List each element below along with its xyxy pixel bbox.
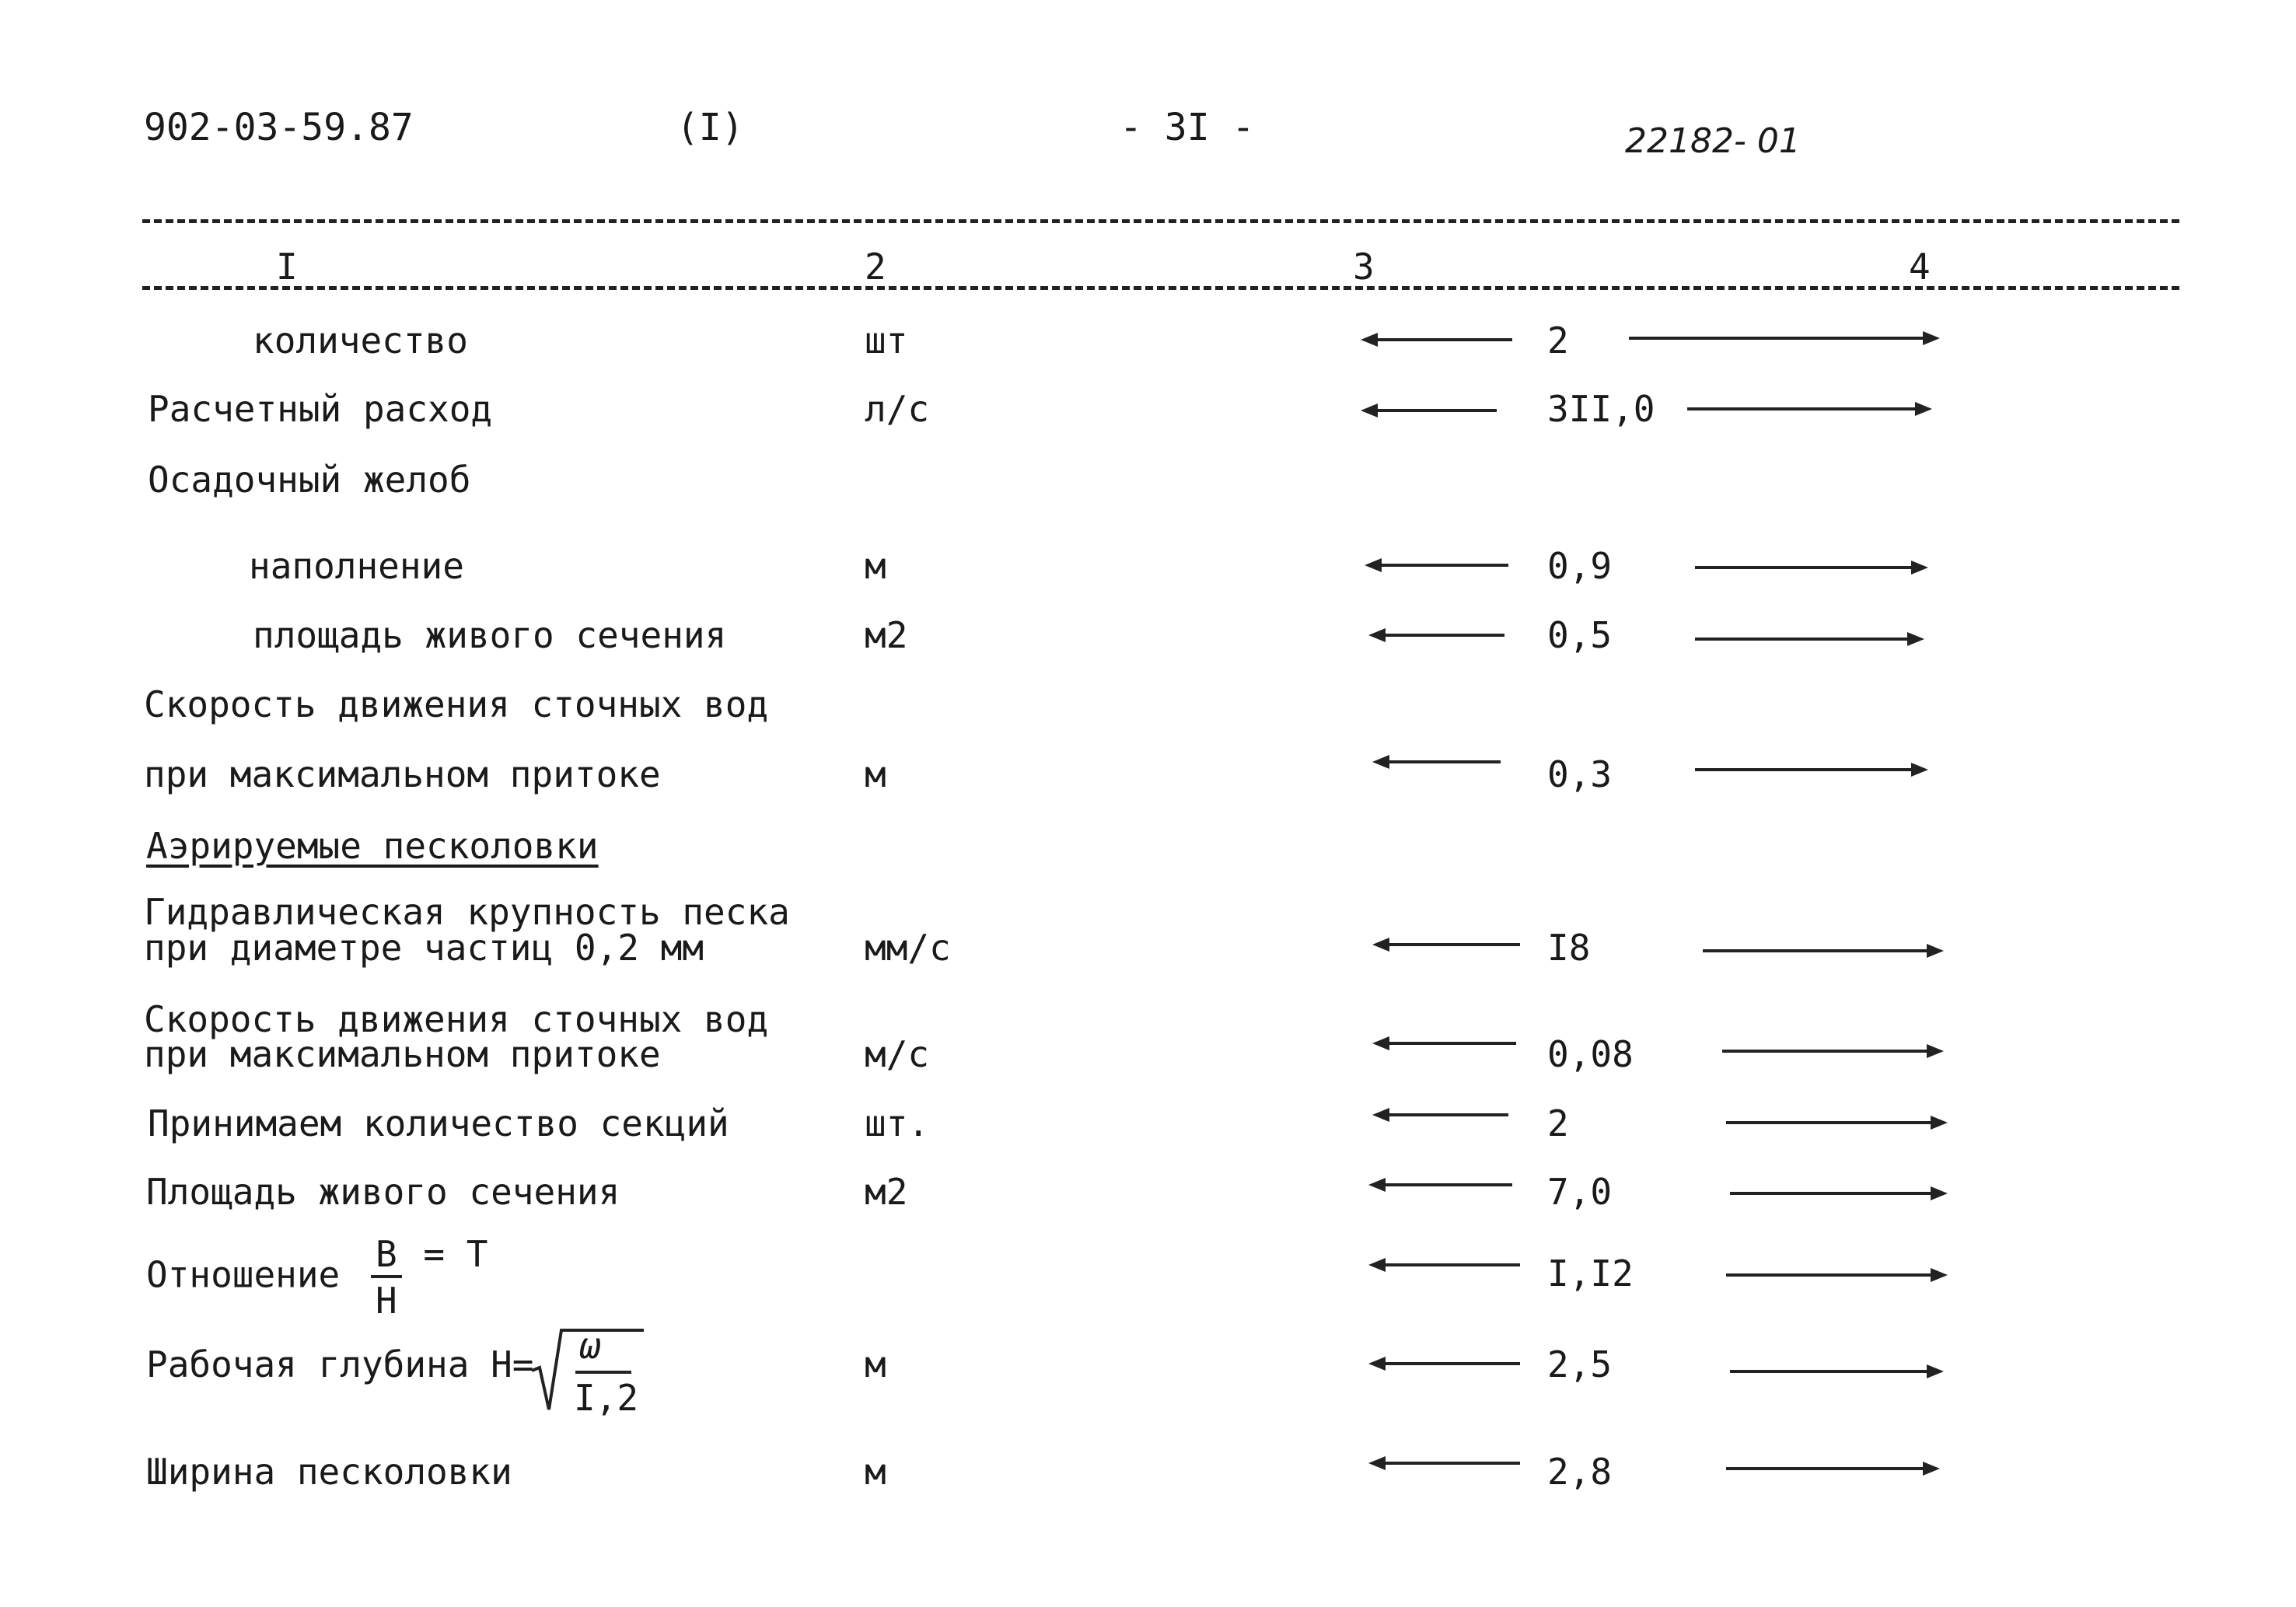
- row-value: 2: [1547, 1102, 1569, 1144]
- row-unit: м/с: [865, 1033, 930, 1075]
- section-heading: Аэрируемые песколовки: [146, 825, 599, 867]
- left-arrow: [1376, 1362, 1520, 1365]
- ratio-tail: = Т: [423, 1233, 488, 1275]
- row-unit: м2: [865, 1171, 908, 1213]
- part-number: (I): [676, 106, 744, 149]
- column-number-1: I: [276, 246, 298, 288]
- row-value: 0,9: [1547, 545, 1613, 587]
- column-number-3: 3: [1353, 246, 1375, 288]
- row-value: 2: [1547, 320, 1569, 362]
- row-label: Ширина песколовки: [146, 1451, 512, 1493]
- right-arrow: [1695, 638, 1917, 641]
- right-arrow: [1722, 1050, 1936, 1053]
- row-label: Принимаем количество секций: [148, 1102, 729, 1144]
- right-arrow: [1726, 1121, 1940, 1124]
- ratio-label: Отношение: [146, 1253, 341, 1296]
- right-arrow: [1687, 407, 1924, 410]
- column-number-4: 4: [1909, 246, 1931, 288]
- sqrt-numerator: ω: [579, 1325, 601, 1367]
- left-arrow: [1380, 760, 1501, 763]
- row-label: Расчетный расход: [148, 388, 493, 430]
- row-unit: м: [865, 1451, 886, 1493]
- document-code: 902-03-59.87: [144, 106, 414, 149]
- row-label: Гидравлическая крупность песка: [144, 891, 790, 933]
- row-unit: м: [865, 753, 886, 795]
- left-arrow: [1376, 1462, 1520, 1465]
- left-arrow: [1376, 634, 1504, 637]
- row-label: при максимальном притоке: [144, 753, 661, 795]
- header-rule-bottom: [142, 286, 2179, 290]
- fraction-denominator: Н: [375, 1280, 397, 1322]
- column-number-2: 2: [865, 246, 886, 288]
- right-arrow: [1726, 1273, 1940, 1277]
- doc-number: 22182- 01: [1625, 121, 1801, 161]
- right-arrow: [1730, 1370, 1936, 1373]
- row-unit: м2: [865, 614, 908, 656]
- row-label: Скорость движения сточных вод: [144, 998, 769, 1040]
- row-value: I,I2: [1547, 1252, 1634, 1294]
- row-value: 3II,0: [1547, 388, 1655, 430]
- row-label: Скорость движения сточных вод: [144, 683, 769, 725]
- ratio-fraction: [371, 1233, 402, 1322]
- row-unit: мм/с: [865, 927, 951, 969]
- row-label-continued: при диаметре частиц 0,2 мм: [144, 927, 704, 969]
- left-arrow: [1376, 1263, 1520, 1266]
- right-arrow: [1629, 337, 1932, 340]
- row-label: количество: [253, 320, 468, 362]
- row-label: Площадь живого сечения: [146, 1171, 620, 1213]
- left-arrow: [1380, 1042, 1516, 1045]
- row-label: площадь живого сечения: [253, 614, 727, 656]
- row-value: 0,08: [1547, 1033, 1634, 1075]
- left-arrow: [1372, 564, 1508, 567]
- row-value: 2,5: [1547, 1343, 1613, 1385]
- row-value: I8: [1547, 927, 1591, 969]
- row-label-continued: при максимальном притоке: [144, 1033, 661, 1075]
- row-label: [146, 1233, 488, 1322]
- right-arrow: [1695, 768, 1920, 771]
- header-rule-top: [142, 219, 2179, 223]
- section-label: Осадочный желоб: [148, 459, 471, 501]
- row-value: 7,0: [1547, 1171, 1613, 1213]
- right-arrow: [1703, 949, 1936, 952]
- left-arrow: [1368, 338, 1512, 341]
- row-value: 2,8: [1547, 1451, 1613, 1493]
- right-arrow: [1726, 1467, 1932, 1470]
- row-label: наполнение: [249, 545, 464, 587]
- fraction-numerator: В: [371, 1236, 402, 1278]
- left-arrow: [1380, 1113, 1508, 1116]
- row-unit: м: [865, 1343, 886, 1385]
- right-arrow: [1695, 566, 1920, 569]
- left-arrow: [1380, 943, 1520, 946]
- row-value: 0,3: [1547, 753, 1613, 795]
- sqrt-denominator: I,2: [574, 1377, 639, 1419]
- left-arrow: [1376, 1183, 1512, 1186]
- left-arrow: [1368, 409, 1497, 412]
- row-unit: шт.: [865, 1102, 930, 1144]
- page-number: - 3I -: [1120, 106, 1255, 149]
- row-unit: шт: [865, 320, 908, 362]
- row-unit: м: [865, 545, 886, 587]
- row-value: 0,5: [1547, 614, 1613, 656]
- row-label: Рабочая глубина Н=: [146, 1343, 534, 1385]
- right-arrow: [1730, 1192, 1940, 1195]
- row-unit: л/с: [865, 388, 930, 430]
